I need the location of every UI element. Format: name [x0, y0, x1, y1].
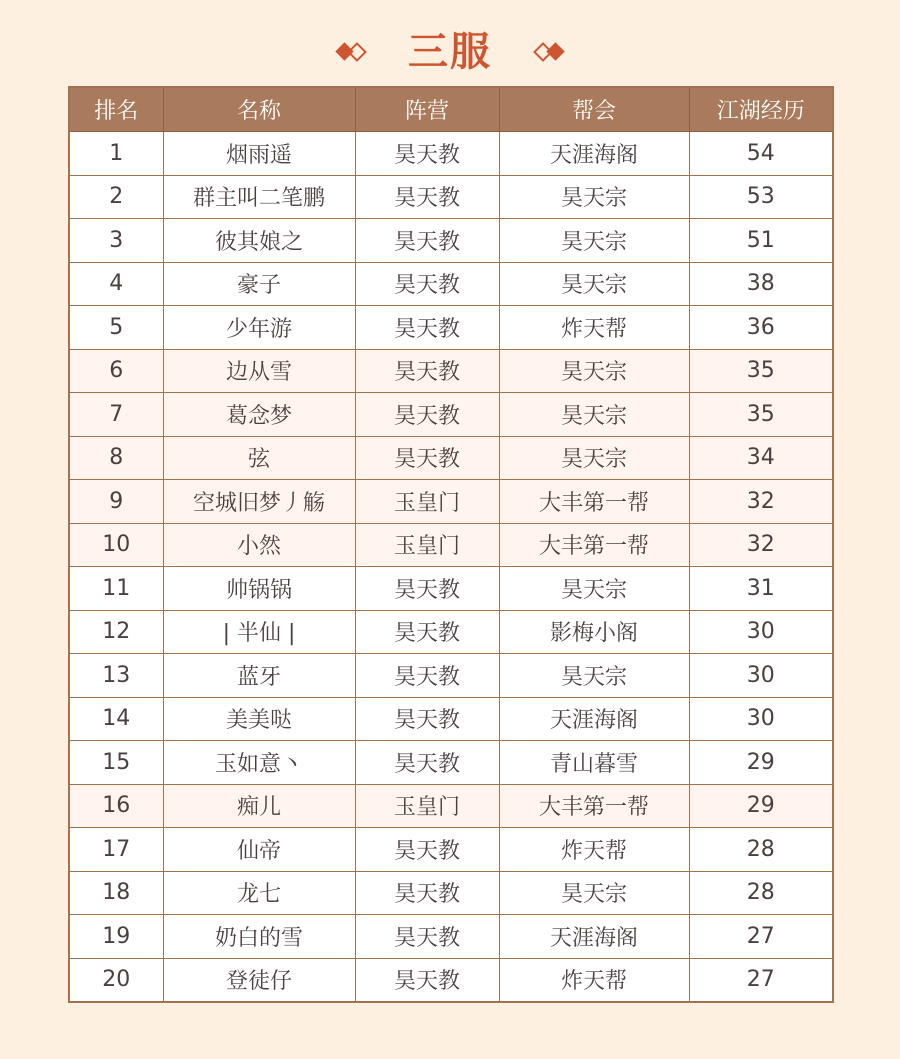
rank-cell: 15	[69, 741, 163, 785]
rank-cell: 9	[69, 480, 163, 524]
name-cell: 奶白的雪	[163, 915, 355, 959]
table-row	[69, 828, 833, 872]
name-cell: 帅锅锅	[163, 567, 355, 611]
ranking-table	[68, 86, 834, 1003]
header-name: 名称	[163, 87, 355, 132]
camp-cell: 昊天教	[355, 393, 499, 437]
name-cell: 蓝牙	[163, 654, 355, 698]
table-row	[69, 480, 833, 524]
rank-cell: 18	[69, 871, 163, 915]
experience-cell: 29	[689, 784, 833, 828]
rank-cell: 2	[69, 175, 163, 219]
rank-cell: 8	[69, 436, 163, 480]
guild-cell: 天涯海阁	[499, 132, 689, 176]
table-row	[69, 132, 833, 176]
camp-cell: 玉皇门	[355, 523, 499, 567]
experience-cell: 30	[689, 654, 833, 698]
ranking-table-container	[68, 86, 832, 1003]
table-body	[69, 132, 833, 1003]
rank-cell: 16	[69, 784, 163, 828]
name-cell: 葛念梦	[163, 393, 355, 437]
header-experience: 江湖经历	[689, 87, 833, 132]
experience-cell: 28	[689, 828, 833, 872]
experience-cell: 38	[689, 262, 833, 306]
table-row	[69, 958, 833, 1002]
name-cell: 仙帝	[163, 828, 355, 872]
camp-cell: 玉皇门	[355, 480, 499, 524]
table-row	[69, 697, 833, 741]
experience-cell: 36	[689, 306, 833, 350]
experience-cell: 35	[689, 349, 833, 393]
name-cell: 边从雪	[163, 349, 355, 393]
name-cell: | 半仙 |	[163, 610, 355, 654]
name-cell: 彼其娘之	[163, 219, 355, 263]
table-row	[69, 523, 833, 567]
experience-cell: 29	[689, 741, 833, 785]
header-camp: 阵营	[355, 87, 499, 132]
guild-cell: 昊天宗	[499, 175, 689, 219]
guild-cell: 青山暮雪	[499, 741, 689, 785]
guild-cell: 昊天宗	[499, 219, 689, 263]
name-cell: 弦	[163, 436, 355, 480]
guild-cell: 昊天宗	[499, 871, 689, 915]
table-row	[69, 349, 833, 393]
camp-cell: 昊天教	[355, 915, 499, 959]
guild-cell: 昊天宗	[499, 393, 689, 437]
table-row	[69, 610, 833, 654]
guild-cell: 炸天帮	[499, 306, 689, 350]
rank-cell: 12	[69, 610, 163, 654]
name-cell: 龙七	[163, 871, 355, 915]
camp-cell: 昊天教	[355, 741, 499, 785]
title-bar	[0, 24, 900, 80]
camp-cell: 昊天教	[355, 436, 499, 480]
table-row	[69, 175, 833, 219]
experience-cell: 53	[689, 175, 833, 219]
table-header-row	[69, 87, 833, 132]
guild-cell: 炸天帮	[499, 958, 689, 1002]
name-cell: 空城旧梦丿觞	[163, 480, 355, 524]
camp-cell: 昊天教	[355, 306, 499, 350]
guild-cell: 昊天宗	[499, 567, 689, 611]
experience-cell: 51	[689, 219, 833, 263]
camp-cell: 玉皇门	[355, 784, 499, 828]
name-cell: 小然	[163, 523, 355, 567]
guild-cell: 天涯海阁	[499, 915, 689, 959]
name-cell: 群主叫二笔鹏	[163, 175, 355, 219]
rank-cell: 10	[69, 523, 163, 567]
camp-cell: 昊天教	[355, 654, 499, 698]
rank-cell: 19	[69, 915, 163, 959]
rank-cell: 11	[69, 567, 163, 611]
page-title: 三服	[408, 28, 492, 75]
camp-cell: 昊天教	[355, 828, 499, 872]
camp-cell: 昊天教	[355, 567, 499, 611]
guild-cell: 昊天宗	[499, 654, 689, 698]
experience-cell: 32	[689, 523, 833, 567]
experience-cell: 32	[689, 480, 833, 524]
experience-cell: 30	[689, 697, 833, 741]
guild-cell: 大丰第一帮	[499, 523, 689, 567]
camp-cell: 昊天教	[355, 871, 499, 915]
table-row	[69, 915, 833, 959]
rank-cell: 3	[69, 219, 163, 263]
experience-cell: 27	[689, 958, 833, 1002]
rank-cell: 4	[69, 262, 163, 306]
camp-cell: 昊天教	[355, 610, 499, 654]
rank-cell: 20	[69, 958, 163, 1002]
camp-cell: 昊天教	[355, 132, 499, 176]
header-guild: 帮会	[499, 87, 689, 132]
rank-cell: 14	[69, 697, 163, 741]
name-cell: 登徒仔	[163, 958, 355, 1002]
guild-cell: 昊天宗	[499, 262, 689, 306]
camp-cell: 昊天教	[355, 349, 499, 393]
camp-cell: 昊天教	[355, 219, 499, 263]
experience-cell: 31	[689, 567, 833, 611]
guild-cell: 天涯海阁	[499, 697, 689, 741]
name-cell: 少年游	[163, 306, 355, 350]
name-cell: 痴儿	[163, 784, 355, 828]
experience-cell: 54	[689, 132, 833, 176]
name-cell: 玉如意丶	[163, 741, 355, 785]
name-cell: 豪子	[163, 262, 355, 306]
rank-cell: 13	[69, 654, 163, 698]
rank-cell: 17	[69, 828, 163, 872]
guild-cell: 炸天帮	[499, 828, 689, 872]
rank-cell: 5	[69, 306, 163, 350]
diamond-ornament-icon	[332, 40, 368, 64]
table-row	[69, 654, 833, 698]
table-row	[69, 741, 833, 785]
experience-cell: 28	[689, 871, 833, 915]
guild-cell: 大丰第一帮	[499, 784, 689, 828]
rank-cell: 1	[69, 132, 163, 176]
guild-cell: 大丰第一帮	[499, 480, 689, 524]
guild-cell: 影梅小阁	[499, 610, 689, 654]
table-row	[69, 306, 833, 350]
rank-cell: 7	[69, 393, 163, 437]
guild-cell: 昊天宗	[499, 349, 689, 393]
experience-cell: 30	[689, 610, 833, 654]
table-row	[69, 784, 833, 828]
camp-cell: 昊天教	[355, 697, 499, 741]
header-rank: 排名	[69, 87, 163, 132]
experience-cell: 34	[689, 436, 833, 480]
name-cell: 美美哒	[163, 697, 355, 741]
experience-cell: 27	[689, 915, 833, 959]
experience-cell: 35	[689, 393, 833, 437]
camp-cell: 昊天教	[355, 262, 499, 306]
rank-cell: 6	[69, 349, 163, 393]
camp-cell: 昊天教	[355, 958, 499, 1002]
table-row	[69, 871, 833, 915]
table-row	[69, 436, 833, 480]
name-cell: 烟雨遥	[163, 132, 355, 176]
table-row	[69, 262, 833, 306]
diamond-ornament-icon	[532, 40, 568, 64]
table-row	[69, 393, 833, 437]
table-row	[69, 567, 833, 611]
table-row	[69, 219, 833, 263]
camp-cell: 昊天教	[355, 175, 499, 219]
guild-cell: 昊天宗	[499, 436, 689, 480]
